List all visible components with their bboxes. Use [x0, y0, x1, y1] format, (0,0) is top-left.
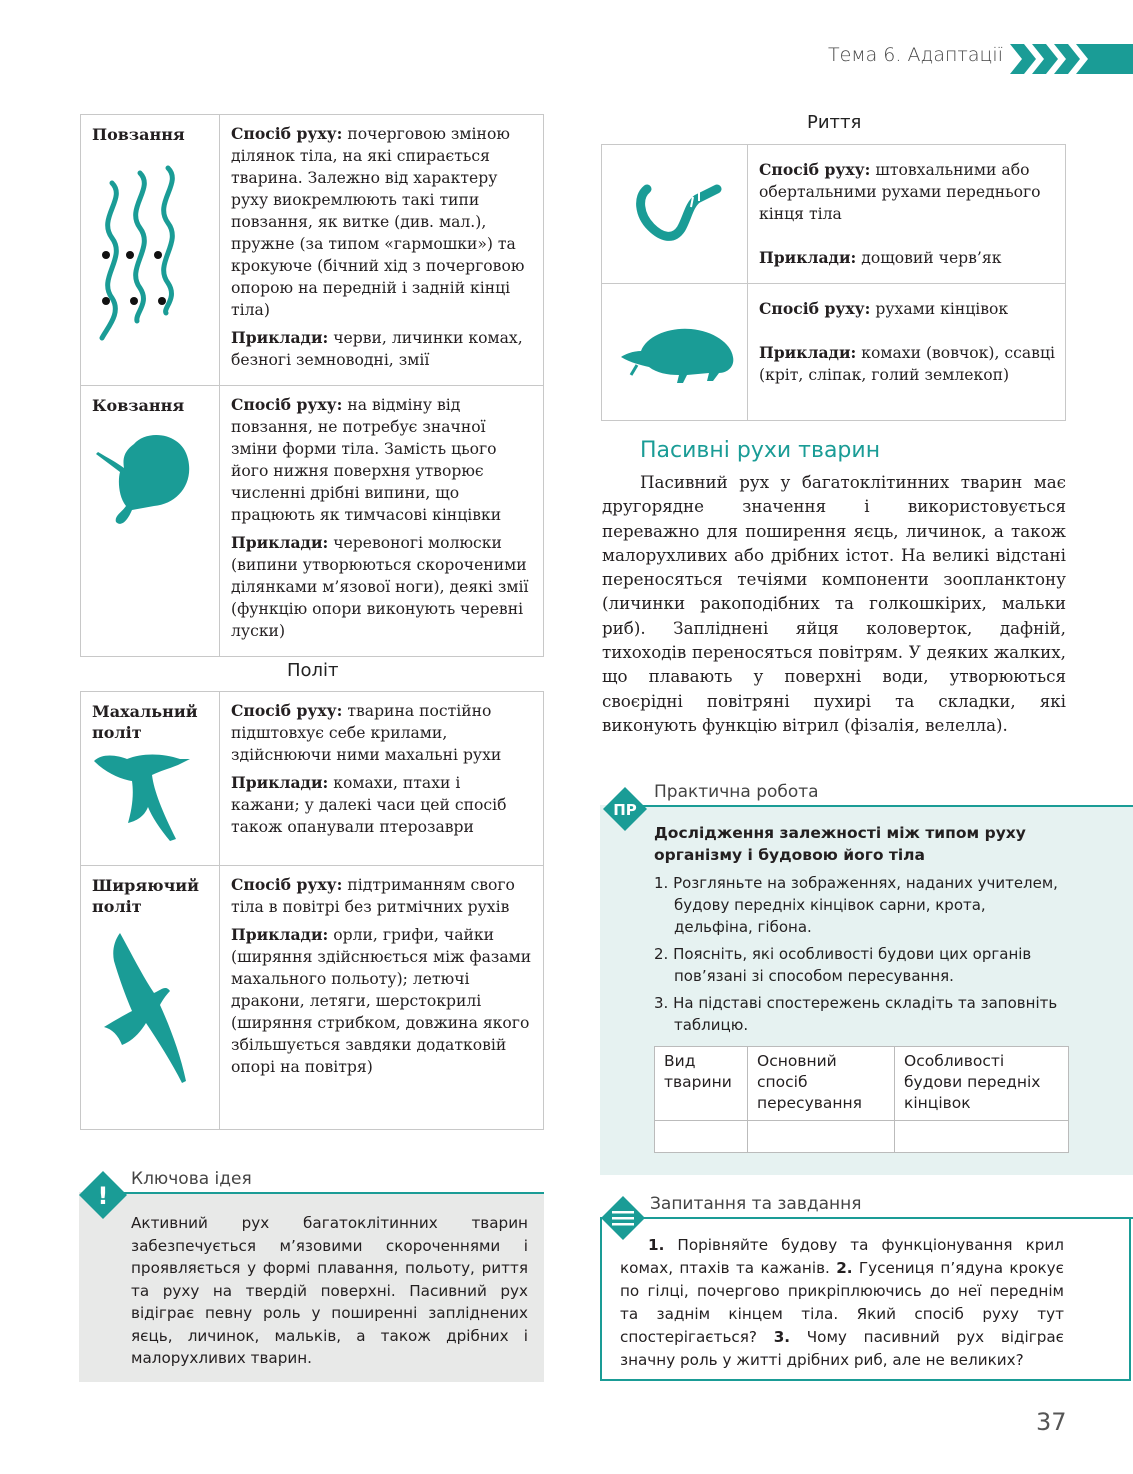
practical-badge: ПР — [613, 801, 637, 819]
questions-label: Запитання та завдання — [650, 1194, 862, 1214]
section-title: Пасивні рухи тварин — [640, 438, 881, 463]
passive-paragraph — [602, 470, 1066, 737]
key-idea-divider — [100, 1192, 544, 1194]
mole-icon — [617, 317, 737, 387]
examples-text: черевоногі молюски (випини утворюються скороченими ділянками м’язової ноги), деякі змії (функцію опори виконують черевні луски) — [231, 534, 529, 640]
examples-label: Приклади: — [231, 533, 329, 552]
table-row — [602, 284, 748, 421]
question-text: Чому пасивний рух відіграє значну роль у житті дрібних риб, але не великих? — [620, 1328, 1064, 1369]
list-item: 2. Поясніть, які особливості будови цих органів пов’язані зі способом пересування. — [654, 945, 1032, 985]
practical-title: Дослідження залежності між типом руху організму і будовою його тіла — [654, 824, 1026, 864]
table-row — [81, 386, 220, 657]
examples-label: Приклади: — [759, 248, 857, 267]
list-item: 1. Розгляньте на зображеннях, наданих учителем, будову передніх кінцівок сарни, крота, дельфіна, гібона. — [654, 874, 1058, 936]
question-text: Порівняйте будову та функціонування крил комах, птахів та кажанів. — [620, 1236, 1064, 1277]
method-text: почерговою зміною ділянок тіла, на які спирається тварина. Залежно від характеру руху виокремлюють такі типи повзання, як витке (див. мал.), пружне (за типом «гармошки») та крокуюче (бічний хід з почерговою опорою на передній і задній кінці тіла) — [231, 125, 525, 319]
table-header: Вид тварини — [655, 1047, 748, 1121]
examples-label: Приклади: — [759, 343, 857, 362]
exclamation-icon — [79, 1171, 127, 1219]
movement-description — [220, 386, 544, 657]
page-number: 37 — [1036, 1408, 1067, 1436]
snail-icon — [92, 424, 202, 534]
method-text: штовхальними або обертальними рухами переднього кінця тіла — [759, 161, 1041, 223]
flight-table — [80, 691, 544, 1130]
method-label: Спосіб руху: — [231, 395, 343, 414]
table-header: Основний спосіб пересування — [748, 1047, 895, 1121]
examples-text: комахи, птахи і кажани; у далекі часи цей спосіб також опанували птерозаври — [231, 774, 507, 836]
method-text: на відміну від повзання, не потребує значної зміни форми тіла. Замість цього його нижня поверхня утворює численні дрібні випини, що працюють як тимчасові кінцівки — [231, 396, 502, 524]
key-idea-label: Ключова ідея — [131, 1169, 252, 1189]
method-label: Спосіб руху: — [759, 299, 871, 318]
soaring-bird-icon — [90, 931, 200, 1091]
table-row — [81, 866, 220, 1130]
examples-text: орли, грифи, чайки (ширяння здійснюється між фазами махального польоту); летючі дракони, летяги, шерстокрилі (ширяння стрибком, довжина якого збільшується завдяки додатковій опорі на повітря) — [231, 926, 532, 1076]
key-idea-text: Активний рух багатоклітинних тварин забезпечується м’язовими скороченнями і проявляється у формі плавання, польоту, риття та руху на твердій поверхні. Пасивний рух відіграє певну роль у поширенні запліднених яєць, личинок, мальків, а також дрібних і малорухливих тварин. — [131, 1214, 528, 1367]
method-label: Спосіб руху: — [231, 124, 343, 143]
movement-name: Ковзання — [92, 396, 185, 415]
practical-steps — [654, 872, 1064, 1041]
movement-description — [220, 692, 544, 866]
method-label: Спосіб руху: — [231, 875, 343, 894]
table-row — [602, 145, 748, 284]
movement-name: Повзання — [92, 125, 185, 144]
question-text: Гусениця п’ядуна крокує по гілці, почергово прикріплюючись до неї переднім та заднім кінцем тіла. Який спосіб руху тут спостерігається? — [620, 1259, 1064, 1346]
table-row — [81, 115, 220, 386]
movement-description — [220, 866, 544, 1130]
questions-divider — [620, 1217, 1133, 1219]
method-text: рухами кінцівок — [870, 300, 1009, 318]
table-cell[interactable] — [655, 1121, 748, 1153]
question-number: 3. — [773, 1328, 791, 1346]
table-row — [81, 692, 220, 866]
method-label: Спосіб руху: — [759, 160, 871, 179]
table-cell[interactable] — [748, 1121, 895, 1153]
method-text: тварина постійно підштовхує себе крилами, здійснюючи ними махальні рухи — [231, 702, 502, 764]
crawling-table — [80, 114, 544, 657]
practical-work-icon — [603, 787, 647, 831]
earthworm-icon — [633, 179, 723, 249]
table-header: Особливості будови передніх кінцівок — [895, 1047, 1069, 1121]
movement-description — [748, 145, 1066, 284]
list-item: 3. На підставі спостережень складіть та заповніть таблицю. — [654, 994, 1058, 1034]
flapping-bird-icon — [92, 751, 192, 846]
digging-table — [601, 144, 1066, 421]
question-number: 1. — [648, 1236, 665, 1254]
movement-name: Ширяючий політ — [92, 876, 200, 916]
movement-description — [748, 284, 1066, 421]
flight-table-caption: Політ — [287, 660, 339, 681]
questions-text — [620, 1234, 1064, 1372]
movement-description — [220, 115, 544, 386]
practical-label: Практична робота — [654, 782, 819, 802]
examples-text: комахи (вовчок), ссавці (кріт, сліпак, голий землекоп) — [759, 344, 1055, 384]
snake-trails-icon — [92, 153, 202, 343]
practical-table — [654, 1046, 1069, 1153]
practical-divider — [620, 805, 1133, 807]
paragraph-text: Пасивний рух у багатоклітинних тварин має другорядне значення і використовується переважно для поширення яєць, личинок, а також малорухливих або дрібних істот. На великі відстані переносяться течіями компоненти зоопланктону (личинки ракоподібних та голкошкірих, мальки риб). Запліднені яйця коловерток, дафній, тихоходів переносяться повітрям. У деяких жалких, що плавають у поверхні води, утворюються своєрідні повітряні пухирі та складки, які виконують функцію вітрил (фізалія, велелла). — [602, 472, 1066, 735]
digging-table-caption: Риття — [807, 112, 862, 133]
examples-label: Приклади: — [231, 328, 329, 347]
key-idea-badge: ! — [97, 1182, 109, 1210]
chapter-title: Тема 6. Адаптації — [828, 44, 1003, 66]
examples-text: дощовий черв’як — [856, 249, 1002, 267]
method-text: підтриманням свого тіла в повітрі без ритмічних рухів — [231, 876, 515, 916]
examples-label: Приклади: — [231, 773, 329, 792]
movement-name: Махальний політ — [92, 702, 198, 742]
question-number: 2. — [836, 1259, 853, 1277]
examples-text: черви, личинки комах, безногі земноводні, змії — [231, 329, 523, 369]
chevron-arrows-icon — [1010, 44, 1133, 74]
method-label: Спосіб руху: — [231, 701, 343, 720]
table-cell[interactable] — [895, 1121, 1069, 1153]
examples-label: Приклади: — [231, 925, 329, 944]
